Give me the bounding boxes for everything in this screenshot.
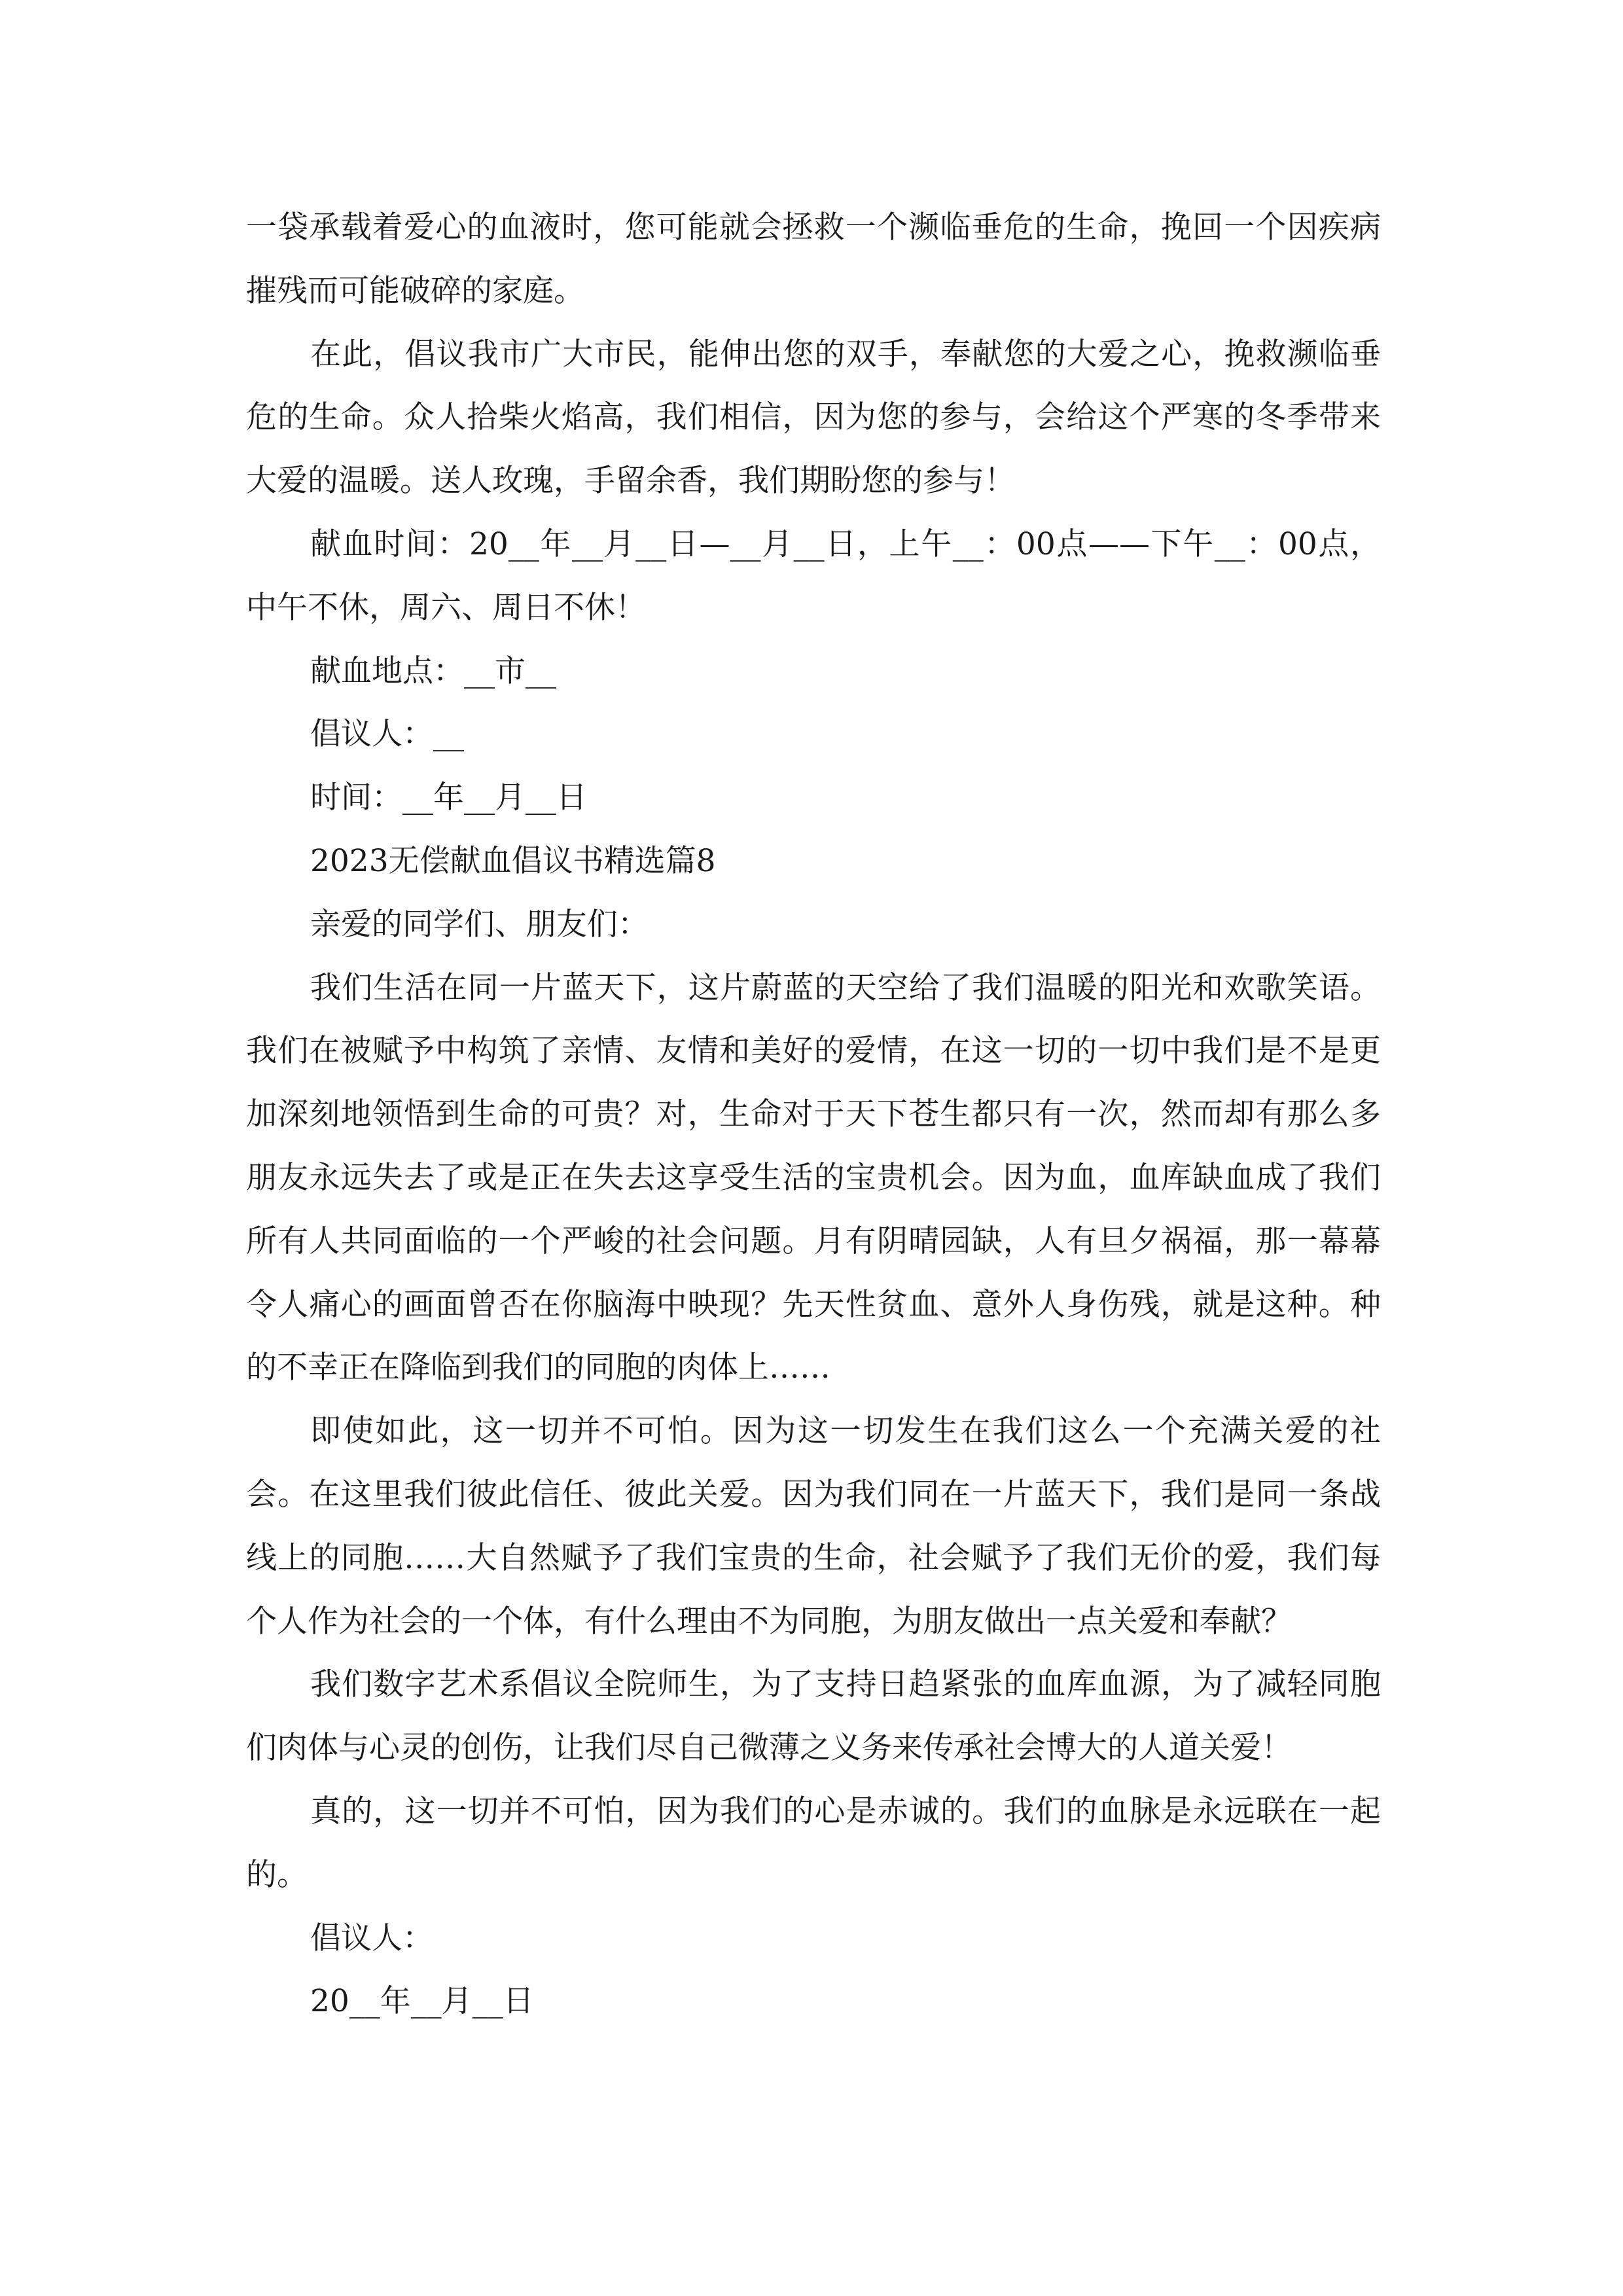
date-line: 时间：__年__月__日 xyxy=(310,780,587,816)
initiator-line: 倡议人：__ xyxy=(310,716,464,753)
document-body xyxy=(246,196,1381,2034)
salutation: 亲爱的同学们、朋友们： xyxy=(310,906,649,942)
signature-initiator: 倡议人： xyxy=(310,1920,433,1956)
paragraph: 在此，倡议我市广大市民，能伸出您的双手，奉献您的大爱之心，挽救濒临垂危的生命。众人拾柴火焰高，我们相信，因为您的参与，会给这个严寒的冬季带来大爱的温暖。送人玫瑰，手留余香，我们期盼您的参与！ xyxy=(246,336,1381,499)
section-heading: 2023无偿献血倡议书精选篇8 xyxy=(310,842,716,879)
paragraph: 我们生活在同一片蓝天下，这片蔚蓝的天空给了我们温暖的阳光和欢歌笑语。我们在被赋予中构筑了亲情、友情和美好的爱情，在这一切的一切中我们是不是更加深刻地领悟到生命的可贵？对，生命对于天下苍生都只有一次，然而却有那么多朋友永远失去了或是正在失去这享受生活的宝贵机会。因为血，血库缺血成了我们所有人共同面临的一个严峻的社会问题。月有阴晴园缺，人有旦夕祸福，那一幕幕令人痛心的画面曾否在你脑海中映现？先天性贫血、意外人身伤残，就是这种。种的不幸正在降临到我们的同胞的肉体上…… xyxy=(246,969,1381,1386)
donation-time-line: 献血时间：20__年__月__日—__月__日，上午__：00点——下午__：00点，中午不休，周六、周日不休！ xyxy=(246,526,1381,626)
paragraph: 我们数字艺术系倡议全院师生，为了支持日趋紧张的血库血源，为了减轻同胞们肉体与心灵的创伤，让我们尽自己微薄之义务来传承社会博大的人道关爱！ xyxy=(246,1666,1381,1767)
paragraph: 即使如此，这一切并不可怕。因为这一切发生在我们这么一个充满关爱的社会。在这里我们彼此信任、彼此关爱。因为我们同在一片蓝天下，我们是同一条战线上的同胞……大自然赋予了我们宝贵的生命，社会赋予了我们无价的爱，我们每个人作为社会的一个体，有什么理由不为同胞，为朋友做出一点关爱和奉献？ xyxy=(246,1413,1381,1640)
signature-date: 20__年__月__日 xyxy=(310,1983,534,2020)
paragraph: 一袋承载着爱心的血液时，您可能就会拯救一个濒临垂危的生命，挽回一个因疾病摧残而可能破碎的家庭。 xyxy=(246,209,1381,309)
paragraph: 真的，这一切并不可怕，因为我们的心是赤诚的。我们的血脉是永远联在一起的。 xyxy=(246,1793,1381,1893)
donation-location-line: 献血地点：__市__ xyxy=(310,653,556,689)
